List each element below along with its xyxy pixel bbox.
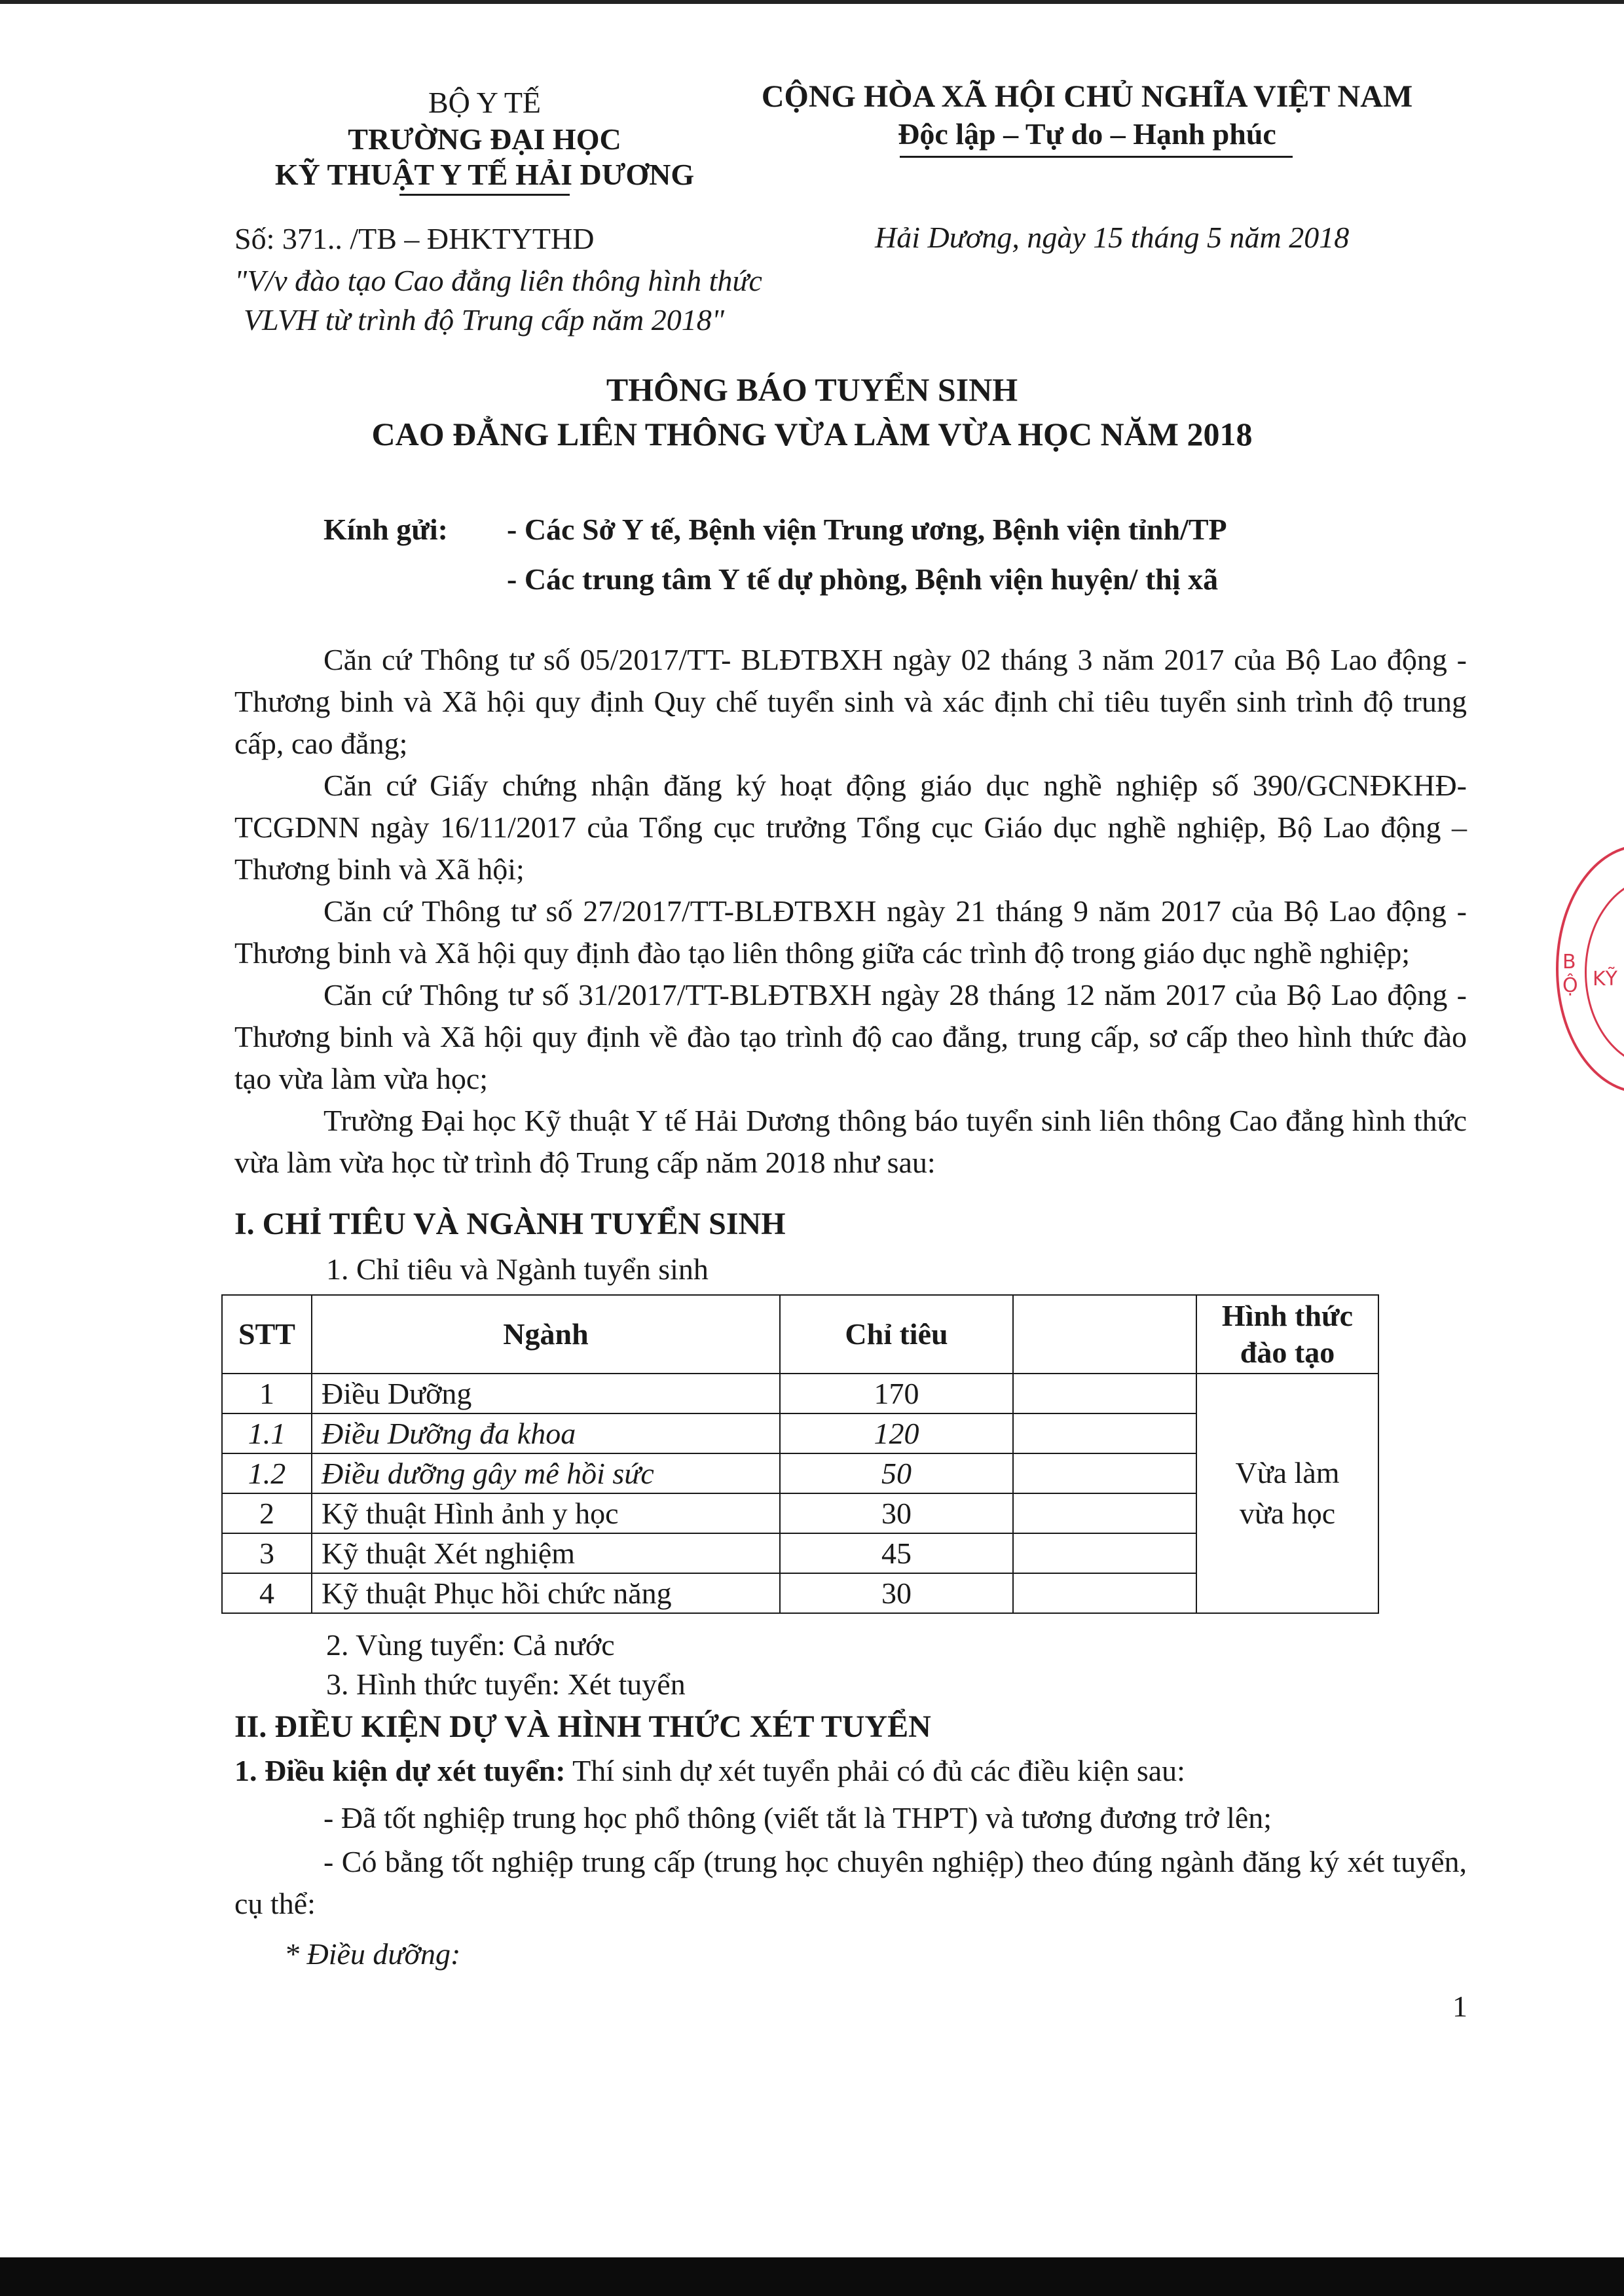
seal-text-1: KỸ: [1593, 968, 1617, 991]
paragraph: Căn cứ Giấy chứng nhận đăng ký hoạt động giáo dục nghề nghiệp số 390/GCNĐKHĐ-TCGDNN ngày 16/11/2017 của Tổng cục trưởng Tổng cục Giáo dục nghề nghiệp, Bộ Lao động – Thương binh và Xã hội;: [234, 769, 1467, 886]
paragraph: Căn cứ Thông tư số 31/2017/TT-BLĐTBXH ngày 28 tháng 12 năm 2017 của Bộ Lao động - Thương binh và Xã hội quy định về đào tạo trình độ cao đẳng, trung cấp, sơ cấp theo hình thức đào tạo vừa làm vừa học;: [234, 978, 1467, 1095]
notice-subtitle: CAO ĐẲNG LIÊN THÔNG VỪA LÀM VỪA HỌC NĂM 2018: [371, 416, 1253, 452]
table-row: [222, 1374, 1378, 1413]
subject-line2: VLVH từ trình độ Trung cấp năm 2018": [244, 303, 725, 337]
row-stt: 4: [222, 1573, 312, 1613]
nursing-subheading: * Điều dưỡng:: [284, 1937, 461, 1971]
row-major: Điều Dưỡng đa khoa: [312, 1413, 780, 1453]
paragraph: Trường Đại học Kỹ thuật Y tế Hải Dương thông báo tuyển sinh liên thông Cao đẳng hình thức vừa làm vừa học từ trình độ Trung cấp năm 2018 như sau:: [234, 1104, 1467, 1179]
row-extra: [1013, 1573, 1196, 1613]
scan-bottom-edge: [0, 2257, 1624, 2296]
recipient-line1: - Các Sở Y tế, Bệnh viện Trung ương, Bệnh viện tỉnh/TP: [507, 513, 1227, 546]
row-major: Kỹ thuật Hình ảnh y học: [312, 1493, 780, 1533]
school-name-line2: KỸ THUẬT Y TẾ HẢI DƯƠNG: [274, 158, 695, 191]
enrollment-table: [221, 1294, 1379, 1614]
motto-underline: [900, 156, 1293, 158]
eligibility-bullet2: - Có bằng tốt nghiệp trung cấp (trung học chuyên nghiệp) theo đúng ngành đăng ký xét tuyển, cụ thể:: [234, 1845, 1467, 1920]
section2-heading: II. ĐIỀU KIỆN DỰ VÀ HÌNH THỨC XÉT TUYỂN: [234, 1709, 931, 1744]
row-quota: 120: [780, 1413, 1013, 1453]
row-quota: 170: [780, 1374, 1013, 1413]
paragraph: Căn cứ Thông tư số 05/2017/TT- BLĐTBXH ngày 02 tháng 3 năm 2017 của Bộ Lao động - Thương binh và Xã hội quy định Quy chế tuyển sinh và xác định chỉ tiêu tuyển sinh trình độ trung cấp, cao đẳng;: [234, 643, 1467, 760]
row-stt: 3: [222, 1533, 312, 1573]
row-major: Điều Dưỡng: [312, 1374, 780, 1413]
ministry-name: BỘ Y TẾ: [428, 86, 542, 119]
row-quota: 30: [780, 1573, 1013, 1613]
eligibility-text: Thí sinh dự xét tuyển phải có đủ các điều kiện sau:: [565, 1754, 1185, 1787]
page-number: 1: [1452, 1990, 1467, 2023]
scan-top-edge: [0, 0, 1624, 4]
row-stt: 1.2: [222, 1453, 312, 1493]
header-blank: [1013, 1295, 1196, 1374]
section1-item3: 3. Hình thức tuyển: Xét tuyển: [326, 1667, 686, 1701]
eligibility-line: [234, 1752, 1185, 1790]
eligibility-bullet1: - Đã tốt nghiệp trung học phổ thông (viết tắt là THPT) và tương đương trở lên;: [323, 1801, 1272, 1834]
row-extra: [1013, 1374, 1196, 1413]
training-mode-line1: Vừa làm: [1235, 1456, 1340, 1489]
school-name-line1: TRƯỜNG ĐẠI HỌC: [348, 122, 621, 156]
row-extra: [1013, 1493, 1196, 1533]
row-major: Kỹ thuật Phục hồi chức năng: [312, 1573, 780, 1613]
seal-text-2: B Ộ: [1562, 951, 1578, 997]
republic-name: CỘNG HÒA XÃ HỘI CHỦ NGHĨA VIỆT NAM: [761, 79, 1413, 114]
national-motto: Độc lập – Tự do – Hạnh phúc: [898, 117, 1276, 151]
row-extra: [1013, 1453, 1196, 1493]
row-extra: [1013, 1533, 1196, 1573]
training-mode-line2: vừa học: [1239, 1497, 1336, 1530]
header-quota: Chỉ tiêu: [780, 1295, 1013, 1374]
section1-heading: I. CHỈ TIÊU VÀ NGÀNH TUYỂN SINH: [234, 1207, 786, 1241]
header-stt: STT: [222, 1295, 312, 1374]
header-major: Ngành: [312, 1295, 780, 1374]
eligibility-label: 1. Điều kiện dự xét tuyển:: [234, 1754, 566, 1787]
notice-title: THÔNG BÁO TUYỂN SINH: [606, 371, 1018, 408]
document-date: Hải Dương, ngày 15 tháng 5 năm 2018: [875, 221, 1350, 254]
row-stt: 1.1: [222, 1413, 312, 1453]
paragraph: Căn cứ Thông tư số 27/2017/TT-BLĐTBXH ngày 21 tháng 9 năm 2017 của Bộ Lao động - Thương binh và Xã hội quy định đào tạo liên thông giữa các trình độ trong giáo dục nghề nghiệp;: [234, 894, 1467, 970]
training-mode-cell: [1196, 1374, 1378, 1613]
header-mode: Hình thức đào tạo: [1196, 1295, 1378, 1374]
table-header-row: [222, 1295, 1378, 1374]
row-major: Điều dưỡng gây mê hồi sức: [312, 1453, 780, 1493]
subject-line1: "V/v đào tạo Cao đẳng liên thông hình thức: [234, 264, 762, 297]
section1-item1: 1. Chỉ tiêu và Ngành tuyển sinh: [326, 1252, 709, 1286]
eligibility-bullet2-block: [234, 1841, 1467, 1925]
row-quota: 50: [780, 1453, 1013, 1493]
school-underline: [399, 194, 570, 196]
section1-item2: 2. Vùng tuyển: Cả nước: [326, 1628, 615, 1662]
row-quota: 30: [780, 1493, 1013, 1533]
row-stt: 2: [222, 1493, 312, 1533]
recipients-label: Kính gửi:: [323, 513, 448, 546]
document-number: Số: 371.. /TB – ĐHKTYTHD: [234, 222, 595, 255]
row-major: Kỹ thuật Xét nghiệm: [312, 1533, 780, 1573]
row-stt: 1: [222, 1374, 312, 1413]
legal-basis-paragraphs: [234, 639, 1467, 1184]
recipient-line2: - Các trung tâm Y tế dự phòng, Bệnh viện huyện/ thị xã: [507, 562, 1219, 596]
row-extra: [1013, 1413, 1196, 1453]
row-quota: 45: [780, 1533, 1013, 1573]
